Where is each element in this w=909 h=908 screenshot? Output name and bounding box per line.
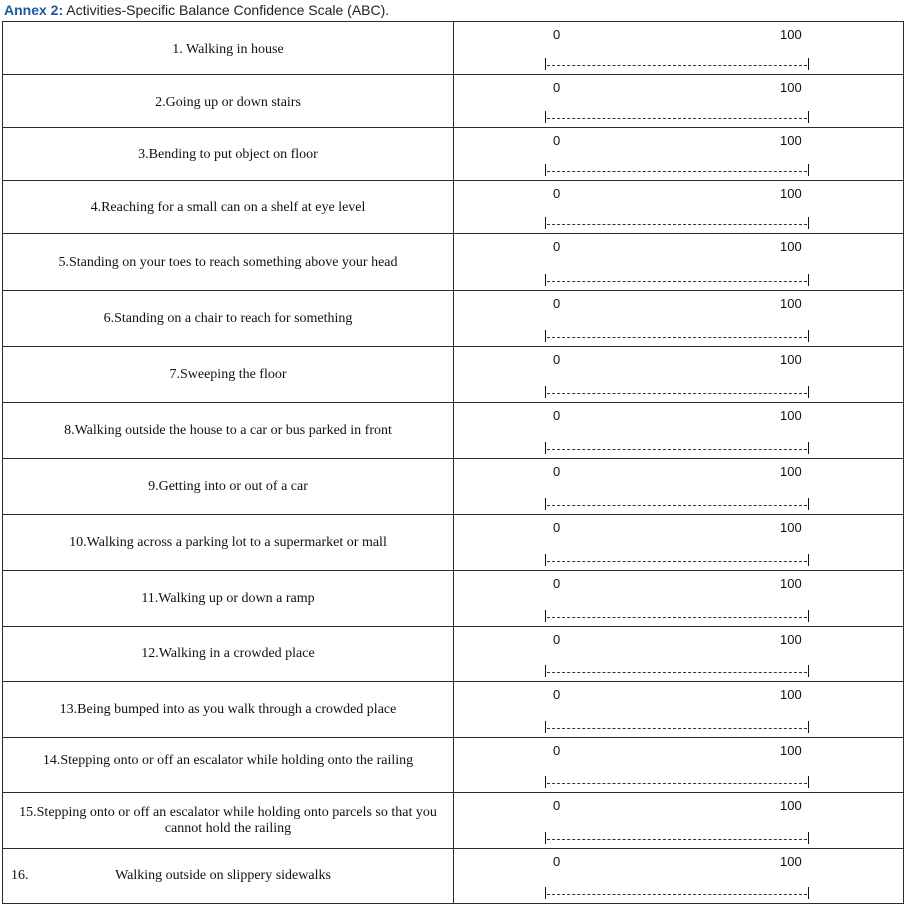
scale-end-tick — [808, 610, 809, 622]
scale-min-label: 0 — [553, 854, 561, 869]
activity-cell — [3, 793, 454, 849]
activity-cell — [3, 22, 454, 75]
scale-end-tick — [808, 721, 809, 733]
scale-dashed-line — [547, 65, 807, 66]
confidence-scale-cell[interactable] — [454, 682, 904, 738]
confidence-scale-line[interactable] — [545, 610, 809, 622]
scale-start-tick — [545, 111, 546, 123]
scale-min-label: 0 — [553, 576, 561, 591]
confidence-scale-cell[interactable] — [454, 627, 904, 682]
scale-end-tick — [808, 887, 809, 899]
scale-start-tick — [545, 832, 546, 844]
activity-cell — [3, 571, 454, 627]
activity-cell — [3, 75, 454, 128]
table-row — [3, 291, 904, 347]
confidence-scale-line[interactable] — [545, 776, 809, 788]
confidence-scale-cell[interactable] — [454, 515, 904, 571]
scale-dashed-line — [547, 281, 807, 282]
scale-max-label: 100 — [780, 296, 802, 311]
activity-cell — [3, 234, 454, 291]
activity-label: 10.Walking across a parking lot to a supermarket or mall — [69, 534, 387, 550]
confidence-scale-cell[interactable] — [454, 22, 904, 75]
scale-dashed-line — [547, 449, 807, 450]
scale-start-tick — [545, 164, 546, 176]
confidence-scale-line[interactable] — [545, 721, 809, 733]
activity-cell — [3, 181, 454, 234]
confidence-scale-line[interactable] — [545, 111, 809, 123]
scale-dashed-line — [547, 783, 807, 784]
scale-dashed-line — [547, 617, 807, 618]
activity-cell — [3, 347, 454, 403]
scale-dashed-line — [547, 672, 807, 673]
scale-end-tick — [808, 111, 809, 123]
scale-max-label: 100 — [780, 80, 802, 95]
activity-label: Walking outside on slippery sidewalks — [115, 868, 331, 883]
confidence-scale-line[interactable] — [545, 442, 809, 454]
abc-scale-table — [2, 21, 904, 904]
activity-cell — [3, 738, 454, 793]
activity-cell — [3, 403, 454, 459]
scale-max-label: 100 — [780, 27, 802, 42]
scale-start-tick — [545, 217, 546, 229]
table-row — [3, 793, 904, 849]
confidence-scale-cell[interactable] — [454, 849, 904, 904]
table-row — [3, 682, 904, 738]
scale-end-tick — [808, 217, 809, 229]
table-caption — [4, 1, 389, 19]
activity-cell — [3, 682, 454, 738]
confidence-scale-cell[interactable] — [454, 234, 904, 291]
confidence-scale-cell[interactable] — [454, 459, 904, 515]
scale-max-label: 100 — [780, 520, 802, 535]
activity-label: 8.Walking outside the house to a car or bus parked in front — [64, 422, 392, 438]
scale-min-label: 0 — [553, 632, 561, 647]
activity-label: 15.Stepping onto or off an escalator while holding onto parcels so that you cannot hold the railing — [19, 804, 437, 836]
activity-cell — [3, 849, 454, 904]
confidence-scale-line[interactable] — [545, 832, 809, 844]
scale-start-tick — [545, 58, 546, 70]
scale-max-label: 100 — [780, 464, 802, 479]
table-row — [3, 403, 904, 459]
scale-max-label: 100 — [780, 854, 802, 869]
scale-start-tick — [545, 887, 546, 899]
scale-min-label: 0 — [553, 408, 561, 423]
scale-end-tick — [808, 442, 809, 454]
scale-end-tick — [808, 274, 809, 286]
activity-cell — [3, 459, 454, 515]
table-row — [3, 571, 904, 627]
scale-dashed-line — [547, 224, 807, 225]
scale-start-tick — [545, 386, 546, 398]
table-row — [3, 459, 904, 515]
caption-lead: Annex 2: — [4, 2, 64, 18]
table-row — [3, 515, 904, 571]
scale-max-label: 100 — [780, 576, 802, 591]
confidence-scale-line[interactable] — [545, 554, 809, 566]
confidence-scale-cell[interactable] — [454, 738, 904, 793]
scale-max-label: 100 — [780, 133, 802, 148]
activity-label: 12.Walking in a crowded place — [141, 646, 315, 661]
scale-start-tick — [545, 274, 546, 286]
table-row — [3, 128, 904, 181]
table-row — [3, 849, 904, 904]
scale-max-label: 100 — [780, 186, 802, 201]
confidence-scale-line[interactable] — [545, 665, 809, 677]
activity-label: 1. Walking in house — [172, 42, 284, 57]
scale-dashed-line — [547, 894, 807, 895]
scale-dashed-line — [547, 728, 807, 729]
scale-min-label: 0 — [553, 239, 561, 254]
scale-end-tick — [808, 665, 809, 677]
caption-title: Activities-Specific Balance Confidence Scale (ABC). — [63, 2, 390, 18]
activity-label: 11.Walking up or down a ramp — [141, 590, 315, 606]
activity-label: 2.Going up or down stairs — [155, 95, 301, 110]
activity-number: 16. — [11, 868, 29, 883]
scale-end-tick — [808, 330, 809, 342]
scale-end-tick — [808, 386, 809, 398]
activity-label: 14.Stepping onto or off an escalator while holding onto the railing — [42, 753, 414, 768]
scale-end-tick — [808, 498, 809, 510]
scale-dashed-line — [547, 561, 807, 562]
scale-min-label: 0 — [553, 520, 561, 535]
table-row — [3, 347, 904, 403]
activity-cell — [3, 515, 454, 571]
activity-label: 9.Getting into or out of a car — [148, 478, 308, 494]
activity-label: 7.Sweeping the floor — [169, 366, 287, 382]
activity-label: 6.Standing on a chair to reach for something — [103, 310, 353, 326]
scale-min-label: 0 — [553, 464, 561, 479]
scale-min-label: 0 — [553, 27, 561, 42]
confidence-scale-line[interactable] — [545, 386, 809, 398]
scale-start-tick — [545, 498, 546, 510]
scale-min-label: 0 — [553, 798, 561, 813]
scale-max-label: 100 — [780, 798, 802, 813]
scale-max-label: 100 — [780, 352, 802, 367]
scale-end-tick — [808, 832, 809, 844]
confidence-scale-line[interactable] — [545, 58, 809, 70]
scale-dashed-line — [547, 118, 807, 119]
confidence-scale-line[interactable] — [545, 887, 809, 899]
scale-dashed-line — [547, 171, 807, 172]
confidence-scale-line[interactable] — [545, 217, 809, 229]
scale-start-tick — [545, 330, 546, 342]
confidence-scale-cell[interactable] — [454, 793, 904, 849]
confidence-scale-cell[interactable] — [454, 403, 904, 459]
table-row — [3, 22, 904, 75]
scale-start-tick — [545, 554, 546, 566]
scale-dashed-line — [547, 505, 807, 506]
scale-dashed-line — [547, 393, 807, 394]
scale-min-label: 0 — [553, 743, 561, 758]
activity-cell — [3, 627, 454, 682]
scale-start-tick — [545, 442, 546, 454]
scale-max-label: 100 — [780, 408, 802, 423]
scale-start-tick — [545, 665, 546, 677]
confidence-scale-cell[interactable] — [454, 347, 904, 403]
scale-start-tick — [545, 776, 546, 788]
scale-start-tick — [545, 610, 546, 622]
confidence-scale-cell[interactable] — [454, 291, 904, 347]
confidence-scale-line[interactable] — [545, 164, 809, 176]
activity-label: 13.Being bumped into as you walk through a crowded place — [59, 701, 397, 717]
scale-min-label: 0 — [553, 352, 561, 367]
activity-cell — [3, 291, 454, 347]
scale-max-label: 100 — [780, 743, 802, 758]
activity-label: 5.Standing on your toes to reach something above your head — [58, 255, 398, 270]
scale-end-tick — [808, 58, 809, 70]
confidence-scale-cell[interactable] — [454, 128, 904, 181]
table-body — [3, 22, 904, 904]
table-row — [3, 234, 904, 291]
scale-min-label: 0 — [553, 186, 561, 201]
scale-end-tick — [808, 776, 809, 788]
scale-max-label: 100 — [780, 687, 802, 702]
scale-max-label: 100 — [780, 239, 802, 254]
confidence-scale-line[interactable] — [545, 274, 809, 286]
table-row — [3, 181, 904, 234]
scale-min-label: 0 — [553, 133, 561, 148]
scale-start-tick — [545, 721, 546, 733]
table-row — [3, 627, 904, 682]
scale-end-tick — [808, 554, 809, 566]
activity-label: 4.Reaching for a small can on a shelf at eye level — [90, 200, 366, 215]
scale-end-tick — [808, 164, 809, 176]
scale-min-label: 0 — [553, 296, 561, 311]
scale-dashed-line — [547, 839, 807, 840]
activity-cell — [3, 128, 454, 181]
table-row — [3, 738, 904, 793]
scale-min-label: 0 — [553, 80, 561, 95]
confidence-scale-line[interactable] — [545, 498, 809, 510]
activity-label: 3.Bending to put object on floor — [138, 147, 318, 162]
table-row — [3, 75, 904, 128]
scale-min-label: 0 — [553, 687, 561, 702]
confidence-scale-cell[interactable] — [454, 181, 904, 234]
confidence-scale-cell[interactable] — [454, 571, 904, 627]
scale-max-label: 100 — [780, 632, 802, 647]
confidence-scale-line[interactable] — [545, 330, 809, 342]
confidence-scale-cell[interactable] — [454, 75, 904, 128]
scale-dashed-line — [547, 337, 807, 338]
